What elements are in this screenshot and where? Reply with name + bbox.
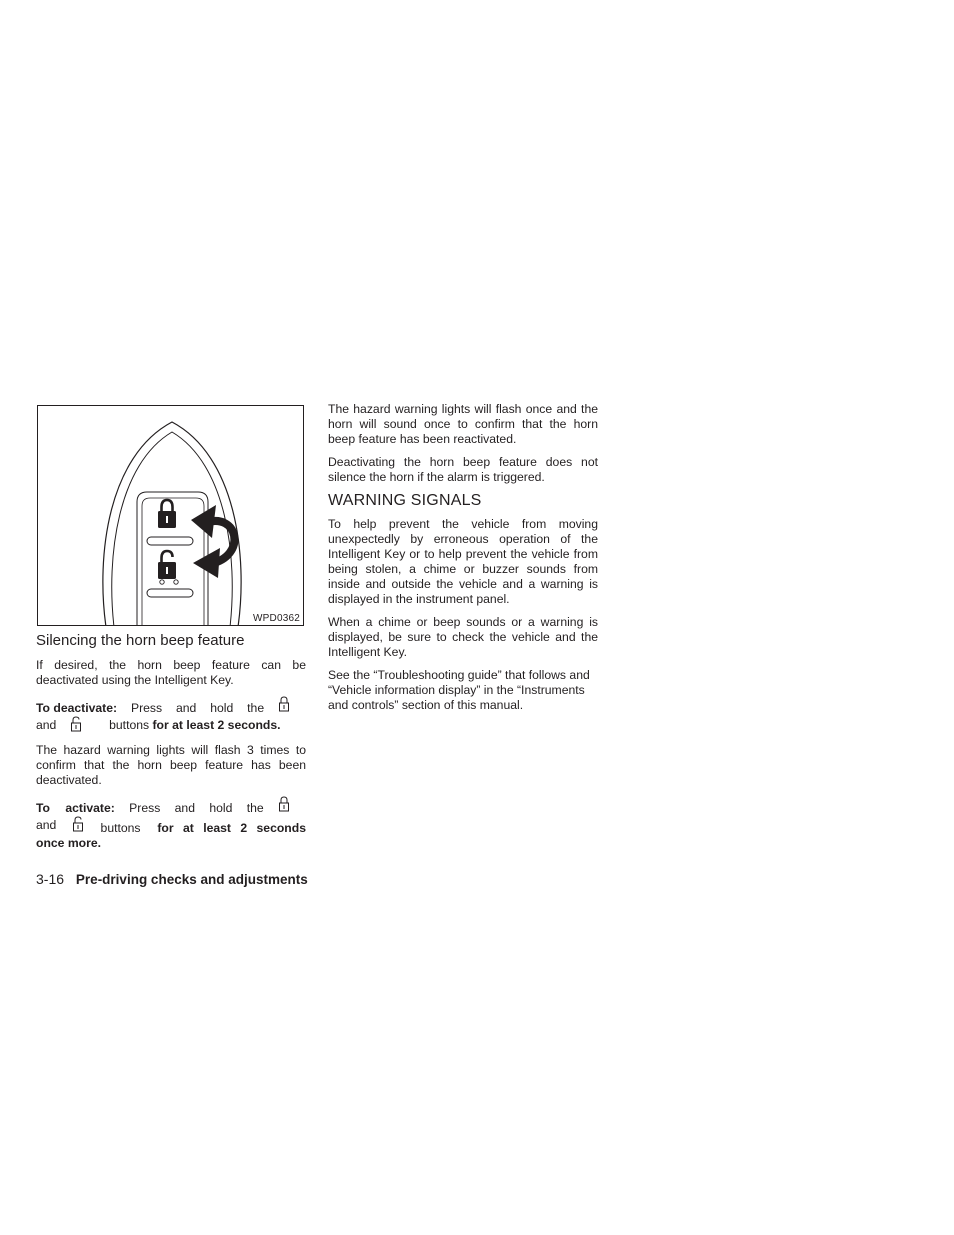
activate-line-1 — [36, 796, 306, 816]
figure-code: WPD0362 — [253, 613, 300, 624]
flash-paragraph: The hazard warning lights will flash 3 times to confirm that the horn beep feature has been deactivated. — [36, 743, 306, 787]
word: Press — [130, 701, 163, 715]
reactivated-paragraph: The hazard warning lights will flash once and the horn will sound once to confirm that the horn beep feature has been reactivated. — [328, 402, 598, 446]
intro-paragraph: If desired, the horn beep feature can be deactivated using the Intelligent Key. — [36, 658, 306, 687]
activate-once-more: once more. — [36, 836, 102, 850]
activate-line-2 — [36, 816, 306, 836]
and-word: and — [36, 818, 57, 832]
activate-label: To activate: — [36, 801, 115, 815]
word: and — [174, 801, 195, 815]
right-column — [328, 402, 598, 721]
lock-icon — [158, 500, 176, 528]
deactivate-instruction — [36, 696, 306, 736]
word: Press — [129, 801, 161, 815]
chime-paragraph: When a chime or beep sounds or a warning is displayed, be sure to check the vehicle and the Intelligent Key. — [328, 615, 598, 659]
deactivate-line-1 — [36, 696, 306, 716]
word: the — [246, 801, 264, 815]
warning-paragraph: To help prevent the vehicle from moving unexpectedly by erroneous operation of the Intelligent Key or to help prevent the vehicle from being stolen, a chime or buzzer sounds from inside and outside the vehicle and a warning is displayed in the instrument panel. — [328, 517, 598, 606]
circular-arrow-icon — [191, 505, 234, 578]
lock-button-icon — [278, 796, 290, 816]
buttons-word: buttons — [100, 821, 141, 835]
word: the — [247, 701, 265, 715]
key-fob-illustration — [38, 406, 304, 626]
buttons-word: buttons — [109, 718, 150, 732]
and-word: and — [36, 718, 57, 732]
key-fob-figure — [37, 405, 304, 626]
unlock-icon — [158, 551, 176, 579]
section-title: Pre-driving checks and adjustments — [75, 872, 308, 887]
warning-signals-heading: WARNING SIGNALS — [328, 492, 482, 509]
deactivate-label: To deactivate: — [36, 701, 118, 715]
alarm-note-paragraph: Deactivating the horn beep feature does not silence the horn if the alarm is triggered. — [328, 455, 598, 484]
page-footer — [36, 871, 308, 887]
see-also-paragraph: See the “Troubleshooting guide” that follows and “Vehicle information display” in the “Instruments and controls” section of this manual. — [328, 668, 590, 712]
activate-instruction — [36, 796, 306, 851]
word: hold — [210, 701, 234, 715]
activate-duration: for at least 2 seconds — [157, 821, 306, 835]
page-number: 3-16 — [36, 871, 65, 887]
lock-button-icon — [278, 696, 290, 716]
left-column — [36, 632, 306, 859]
deactivate-duration: for at least 2 seconds. — [152, 718, 281, 732]
silencing-heading: Silencing the horn beep feature — [36, 632, 245, 649]
word: and — [175, 701, 197, 715]
unlock-button-icon — [72, 816, 84, 836]
unlock-button-icon — [70, 716, 82, 736]
word: hold — [209, 801, 233, 815]
